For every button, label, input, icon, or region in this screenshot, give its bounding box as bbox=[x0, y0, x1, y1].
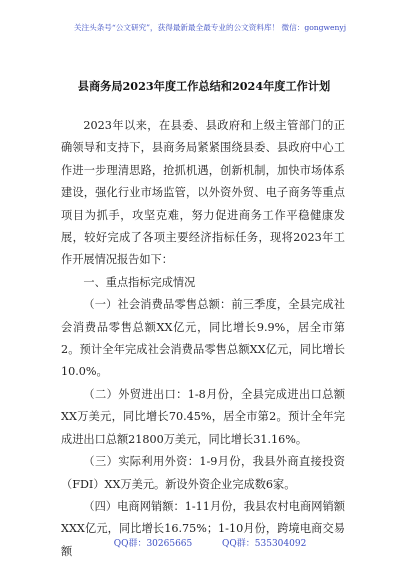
item-paragraph: （二）外贸进出口：1-8月份，全县完成进出口总额XX万美元，同比增长70.45%，居全市第2。预计全年完成进出口总额21800万美元，同比增长31.16%。 bbox=[61, 387, 345, 446]
item-paragraph: （四）电商网销额：1-11月份，我县农村电商网销额XXX亿元，同比增长16.75%；1-10月份，跨境电商交易额 bbox=[61, 499, 345, 558]
document-body bbox=[61, 115, 345, 563]
item-paragraph: （三）实际利用外资：1-9月份，我县外商直接投资（FDI）XX万美元。新设外资企业完成数6家。 bbox=[61, 455, 345, 491]
document-title: 县商务局2023年度工作总结和2024年度工作计划 bbox=[77, 79, 331, 93]
qq-group-1: QQ群：30265665 bbox=[113, 539, 193, 549]
intro-paragraph: 2023年以来，在县委、县政府和上级主管部门的正确领导和支持下，县商务局紧紧围绕县委、县政府中心工作进一步理清思路，抢抓机遇，创新机制，加快市场体系建设，强化行业市场监管，以外资外贸、电子商务等重点项目为抓手，攻坚克难，努力促进商务工作平稳健康发展，较好完成了各项主要经济指标任务，现将2023年工作开展情况报告如下： bbox=[61, 119, 345, 267]
item-paragraph: （一）社会消费品零售总额：前三季度，全县完成社会消费品零售总额XX亿元，同比增长9.9%，居全市第2。预计全年完成社会消费品零售总额XX亿元，同比增长10.0%。 bbox=[61, 298, 345, 379]
footer-contact bbox=[60, 536, 360, 549]
qq-group-2: QQ群：535304092 bbox=[222, 539, 307, 549]
section-heading: 一、重点指标完成情况 bbox=[83, 275, 196, 289]
promo-banner: 关注头条号“公文研究”，获得最新最全最专业的公文资料库！ 微信：gongwenyj bbox=[73, 23, 347, 32]
